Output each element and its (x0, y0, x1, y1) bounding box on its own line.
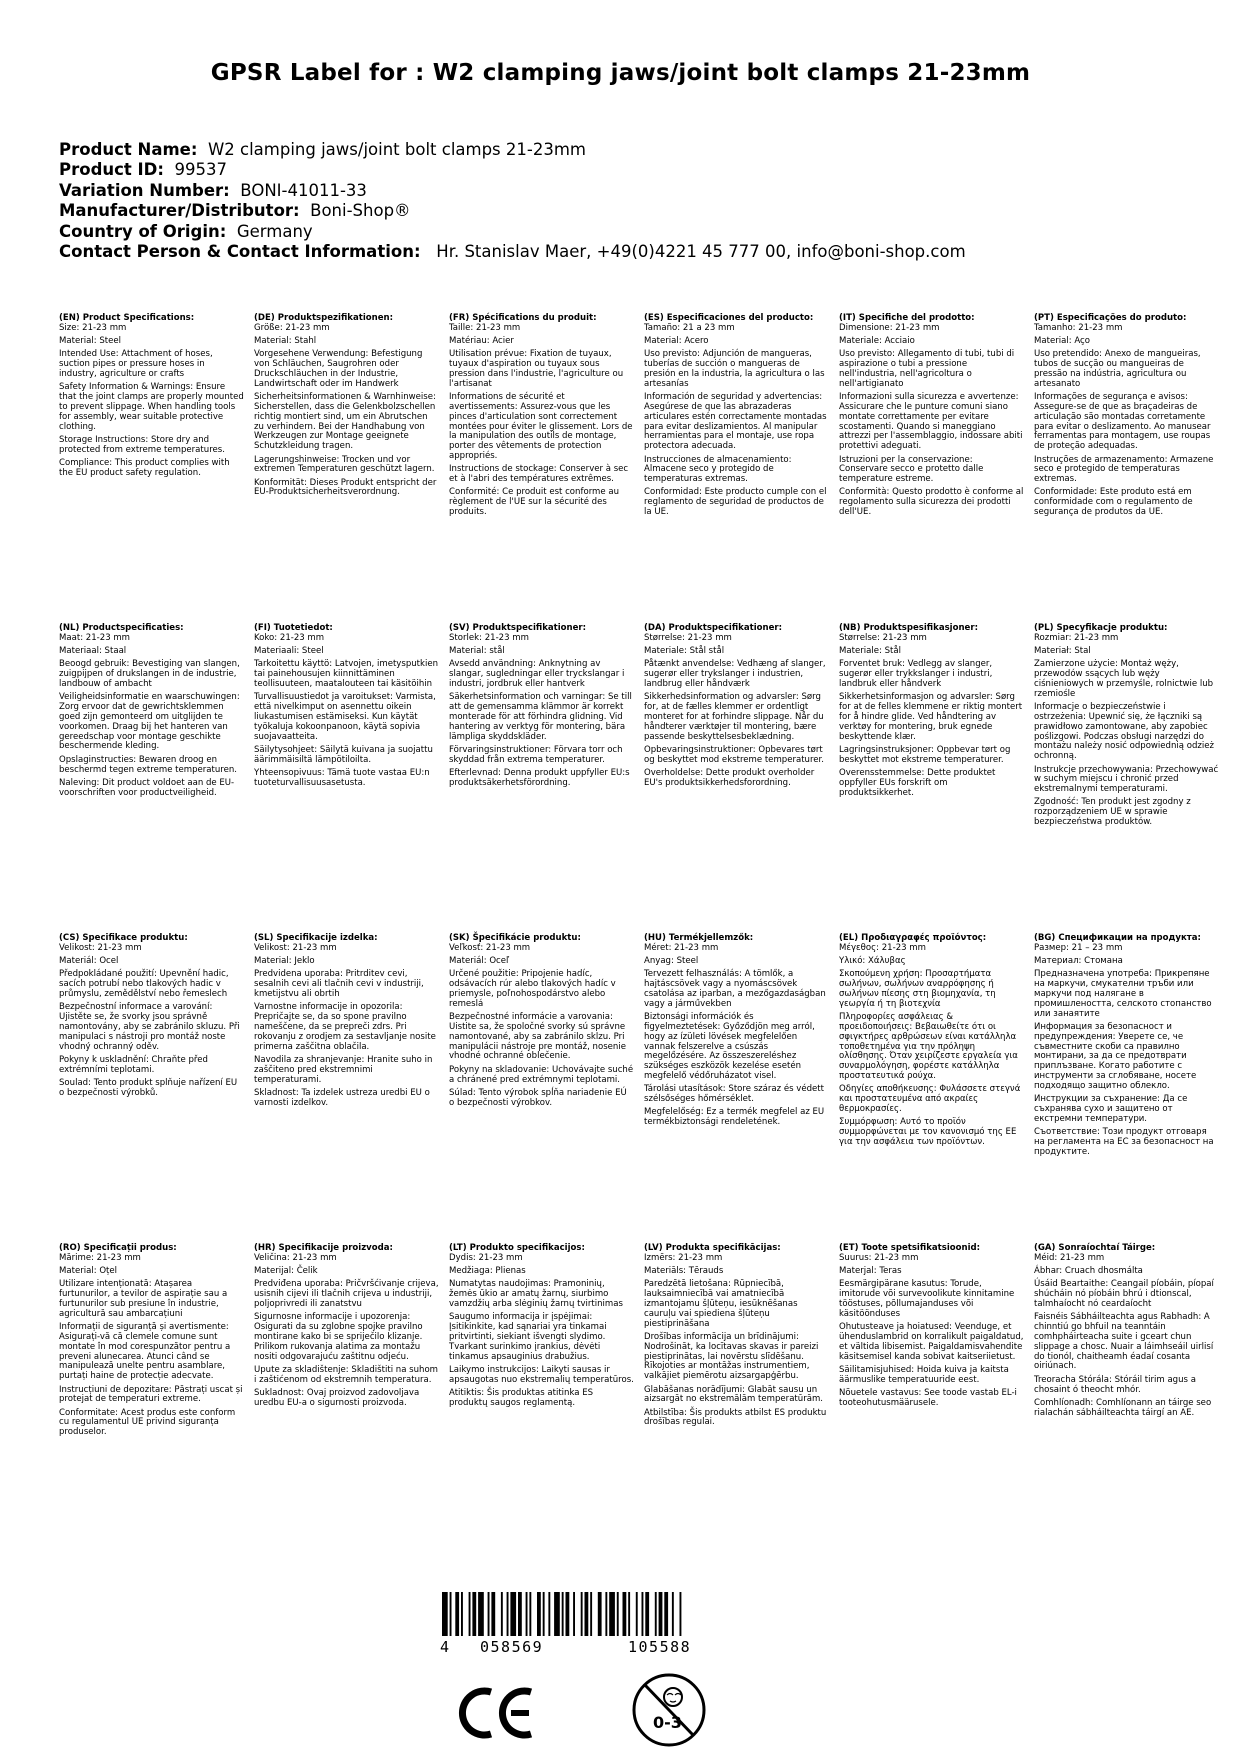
spec-line: Vorgesehene Verwendung: Befestigung von Schläuchen, Saugrohren oder Druckschläuchen in der Industrie, Landwirtschaft oder im Handwerk (254, 349, 423, 389)
spec-line: Förvaringsinstruktioner: Förvara torr och skyddad från extrema temperaturer. (449, 744, 623, 765)
spec-line: Comhlíonadh: Comhlíonann an táirge seo rialachán sábháilteachta táirgí an AE. (1034, 1397, 1212, 1418)
spec-block (254, 314, 439, 502)
spec-line: Informazioni sulla sicurezza e avvertenze: Assicurare che le punture comuni siano montate correttamente per evitare scostamenti. Quando si maneggiano attrezzi per l'assemblaggio, indossare abiti protettivi adeguati. (839, 392, 1023, 452)
barcode-bar (529, 1592, 531, 1636)
contact-row (59, 242, 966, 262)
spec-line: Treoracha Stórála: Stóráil tirim agus a chosaint ó theocht mhór. (1034, 1374, 1196, 1395)
spec-line: Οδηγίες αποθήκευσης: Φυλάσσετε στεγνά και προστατευμένα από ακραίες θερμοκρασίες. (839, 1084, 1021, 1115)
barcode-bar (573, 1592, 575, 1636)
spec-block (839, 1244, 1024, 1412)
spec-line: Predvidena uporaba: Pritrditev cevi, sesalnih cevi ali tlačnih cevi v industriji, kmetijstvu ali obrtih (254, 969, 424, 999)
product-id-row (59, 160, 966, 180)
spec-line: Varnostne informacije in opozorila: Prepričajte se, da so spone pravilno nameščene, da se prepreči zdrs. Pri rokovanju z orodjem za sestavljanje nosite primerna zaščitna oblačila. (254, 1002, 436, 1052)
spec-block (59, 624, 244, 802)
spec-block (59, 934, 244, 1102)
spec-line: Paredzētā lietošana: Rūpniecībā, lauksaimniecībā vai amatniecībā izmantojamu šļūteņu, iesūknēšanas cauruļu vai spiediena šļūteņu piestiprināšana (644, 1279, 798, 1329)
spec-heading: (DA) Produktspecifikationer: (644, 623, 783, 633)
barcode-left-digits: 058569 (480, 1638, 544, 1656)
spec-line: Uso previsto: Allegamento di tubi, tubi di aspirazione o tubi a pressione nell'industria, nell'agricoltura o nell'artigianato (839, 349, 1015, 389)
spec-line: Suurus: 21-23 mm (839, 1252, 919, 1263)
spec-block (644, 624, 829, 792)
spec-line: Overensstemmelse: Dette produktet oppfyller EUs forskrift om produktsikkerhet. (839, 767, 996, 798)
spec-line: Yhteensopivuus: Tämä tuote vastaa EU:n tuoteturvallisuusasetusta. (254, 767, 430, 788)
ce-mark-icon (455, 1686, 537, 1740)
spec-line: Størrelse: 21-23 mm (644, 632, 732, 643)
spec-line: Určené použitie: Pripojenie hadíc, odsávacích rúr alebo tlakových hadíc v priemysle, poľnohospodárstvo alebo remeslá (449, 969, 616, 1009)
spec-heading: (CS) Specifikace produktu: (59, 933, 188, 943)
age-range-label: 0-3 (653, 1713, 682, 1732)
spec-heading: (RO) Specificații produs: (59, 1243, 177, 1253)
spec-line: Materiāls: Tērauds (644, 1266, 724, 1277)
spec-line: Tamaño: 21 a 23 mm (644, 322, 735, 333)
barcode-bar (491, 1592, 495, 1636)
spec-block (59, 314, 244, 482)
spec-line: Material: Stahl (254, 336, 317, 347)
spec-line: Sikkerhedsinformation og advarsler: Sørg for, at de fælles klemmer er ordentligt monteret for at forhindre slippage. Når du håndterer værktøjer til montering, bære passende beskyttelsesbeklædning. (644, 692, 824, 742)
spec-line: Veiligheidsinformatie en waarschuwingen: Zorg ervoor dat de gewrichtsklemmen goed zijn gemonteerd om uitglijden te voorkomen. Draag bij het hanteren van gereedschap voor montage geschikte beschermende kleding. (59, 692, 240, 752)
spec-line: Istruzioni per la conservazione: Conservare secco e protetto dalle temperature estreme. (839, 454, 984, 485)
spec-line: Instrucciones de almacenamiento: Almacene seco y protegido de temperaturas extremas. (644, 454, 792, 485)
info-label: Country of Origin: (59, 221, 227, 241)
spec-line: Compliance: This product complies with the EU product safety regulation. (59, 457, 230, 478)
product-info (59, 140, 966, 262)
spec-block (449, 314, 634, 521)
spec-line: Dydis: 21-23 mm (449, 1252, 523, 1263)
spec-line: Materiale: Acciaio (839, 336, 915, 347)
spec-line: Tarkoitettu käyttö: Latvojen, imetysputkien tai painehousujen kiinnittäminen teollisuuteen, maatalouteen tai käsitöihin (254, 659, 439, 689)
info-value: Boni-Shop® (310, 201, 411, 221)
spec-line: Rozmiar: 21-23 mm (1034, 632, 1119, 643)
spec-line: Matériau: Acier (449, 336, 514, 347)
spec-line: Съответствие: Този продукт отговаря на регламента на ЕС за безопасност на продуктите. (1034, 1127, 1214, 1157)
barcode-bar (442, 1592, 448, 1636)
spec-line: Soulad: Tento produkt splňuje nařízení EU o bezpečnosti výrobků. (59, 1077, 238, 1098)
spec-block (644, 1244, 829, 1432)
spec-heading: (SL) Specifikacije izdelka: (254, 933, 378, 943)
spec-line: Atbilstība: Šis produkts atbilst ES produktu drošības regulai. (644, 1407, 827, 1428)
spec-line: Informacje o bezpieczeństwie i ostrzeżenia: Upewnić się, że łączniki są prawidłowo zamontowane, aby zapobiec poślizgowi. Podczas obsługi narzędzi do montażu należy nosić odpowiednią odzież ochronną. (1034, 702, 1214, 762)
spec-line: Předpokládané použití: Upevnění hadic, sacích potrubí nebo tlakových hadic v průmyslu, zemědělství nebo řemeslech (59, 969, 229, 999)
spec-line: Taille: 21-23 mm (449, 322, 521, 333)
barcode-bar (501, 1592, 503, 1636)
spec-block (839, 934, 1024, 1151)
barcode-bar (609, 1592, 615, 1636)
barcode-bar (450, 1592, 452, 1636)
barcode-bar (598, 1592, 602, 1636)
spec-line: Izmērs: 21-23 mm (644, 1252, 723, 1263)
spec-block (254, 934, 439, 1112)
spec-line: Material: Steel (59, 336, 121, 347)
spec-line: Glabāšanas norādījumi: Glabāt sausu un aizsargāt no ekstremālām temperatūrām. (644, 1384, 823, 1405)
spec-line: Opslaginstructies: Bewaren droog en beschermd tegen extreme temperaturen. (59, 754, 238, 775)
spec-line: Méid: 21-23 mm (1034, 1252, 1105, 1263)
spec-heading: (LV) Produkta specifikācijas: (644, 1243, 781, 1253)
spec-heading: (SV) Produktspecifikationer: (449, 623, 587, 633)
spec-line: Sikkerhetsinformasjon og advarsler: Sørg for at de felles klemmene er riktig montert for å hindre glide. Ved håndtering av verktøy for montering, bruk egnede beskyttende klær. (839, 692, 1023, 742)
spec-line: Conformidade: Este produto está em conformidade com o regulamento de segurança de produtos da UE. (1034, 487, 1193, 518)
spec-line: Beoogd gebruik: Bevestiging van slangen, zuigpijpen of drukslangen in de industrie, landbouw of ambacht (59, 659, 240, 689)
info-label: Manufacturer/Distributor: (59, 201, 300, 221)
spec-heading: (HU) Termékjellemzők: (644, 933, 754, 943)
spec-line: Materiaal: Staal (59, 646, 127, 657)
spec-heading: (ES) Especificaciones del producto: (644, 313, 814, 323)
spec-block (1034, 934, 1219, 1161)
spec-heading: (IT) Specifiche del prodotto: (839, 313, 975, 323)
age-warning-icon (631, 1672, 707, 1748)
info-value: Germany (236, 221, 313, 241)
spec-line: Velikost: 21-23 mm (254, 942, 337, 953)
spec-line: Materiale: Stål (839, 646, 901, 657)
barcode-bar (672, 1592, 674, 1636)
spec-line: Material: Jeklo (254, 956, 315, 967)
spec-line: Súlad: Tento výrobok spĺňa nariadenie EÚ o bezpečnosti výrobkov. (449, 1087, 627, 1108)
spec-line: Material: stål (449, 646, 505, 657)
spec-line: Tamanho: 21-23 mm (1034, 322, 1123, 333)
spec-line: Dimensione: 21-23 mm (839, 322, 940, 333)
barcode-bar (562, 1592, 564, 1636)
spec-line: Méret: 21-23 mm (644, 942, 719, 953)
spec-line: Sigurnosne informacije i upozorenja: Osigurati da su zglobne spojke pravilno montirane kako bi se spriječilo klizanje. Prilikom rukovanja alatima za montažu nositi odgovarajuću zaštitnu odjeću. (254, 1312, 423, 1362)
spec-block (449, 624, 634, 792)
spec-line: Veľkosť: 21-23 mm (449, 942, 531, 953)
spec-line: Συμμόρφωση: Αυτό το προϊόν συμμορφώνεται με τον κανονισμό της ΕΕ για την ασφάλεια των προϊόντων. (839, 1117, 1017, 1147)
spec-line: Tárolási utasítások: Store száraz és védett szélsőséges hőmérséklet. (644, 1084, 824, 1105)
spec-line: Zgodność: Ten produkt jest zgodny z rozporządzeniem UE w sprawie bezpieczeństwa produktów. (1034, 797, 1191, 828)
spec-line: Conformità: Questo prodotto è conforme al regolamento sulla sicurezza dei prodotti dell'UE. (839, 487, 1024, 518)
spec-line: Safety Information & Warnings: Ensure that the joint clamps are properly mounted to prevent slippage. When handling tools for assembly, wear suitable protective clothing. (59, 382, 244, 432)
spec-line: Materiaali: Steel (254, 646, 324, 657)
spec-line: Materjal: Teras (839, 1266, 902, 1277)
barcode-bar (623, 1592, 627, 1636)
spec-line: Πληροφορίες ασφάλειας & προειδοποιήσεις: Βεβαιωθείτε ότι οι σφιγκτήρες αρθρώσεων είναι κατάλληλα τοποθετημένα για την πρόληψη ολίσθησης. Όταν χειρίζεστε εργαλεία για συναρμολόγηση, φορέστε κατάλληλα προστατευτικά ρούχα. (839, 1012, 1018, 1082)
spec-block (254, 624, 439, 792)
spec-line: Biztonsági információk és figyelmeztetések: Győződjön meg arról, hogy az ízületi lövések megfelelően vannak felszerelve a csúszás megelőzésére. Az összeszereléshez szükséges eszközök kezelése esetén megfelelő védőruházatot visel. (644, 1012, 815, 1082)
barcode-bar (455, 1592, 459, 1636)
barcode-bar (543, 1592, 545, 1636)
spec-heading: (EN) Product Specifications: (59, 313, 195, 323)
barcode-right-digits: 105588 (628, 1638, 692, 1656)
barcode-bar (554, 1592, 560, 1636)
spec-line: Naleving: Dit product voldoet aan de EU-voorschriften voor productveiligheid. (59, 777, 235, 798)
spec-line: Инструкции за съхранение: Да се съхранява сухо и защитено от екстремни температури. (1034, 1094, 1188, 1124)
spec-line: Instrukcje przechowywania: Przechowywać w suchym miejscu i chronić przed ekstremalnymi temperaturami. (1034, 764, 1219, 795)
spec-heading: (GA) Sonraíochtaí Táirge: (1034, 1243, 1156, 1253)
barcode-bar (585, 1592, 589, 1636)
spec-line: Größe: 21-23 mm (254, 322, 330, 333)
spec-line: Utilisation prévue: Fixation de tuyaux, tuyaux d'aspiration ou tuyaux sous pression dans l'industrie, l'agriculture ou l'artisanat (449, 349, 624, 389)
barcode-bar (655, 1592, 657, 1636)
spec-block (1034, 314, 1219, 521)
barcode-bar (507, 1592, 509, 1636)
barcode-lead-digit: 4 (440, 1638, 450, 1656)
spec-line: Konformität: Dieses Produkt entspricht der EU-Produktsicherheitsverordnung. (254, 477, 437, 498)
info-label: Contact Person & Contact Information: (59, 242, 421, 262)
info-value: W2 clamping jaws/joint bolt clamps 21-23mm (207, 140, 586, 159)
spec-line: Conformité: Ce produit est conforme au règlement de l'UE sur la sécurité des produits. (449, 487, 620, 518)
spec-line: Material: Aço (1034, 336, 1090, 347)
spec-heading: (ET) Toote spetsifikatsioonid: (839, 1243, 981, 1253)
spec-line: Maat: 21-23 mm (59, 632, 131, 643)
info-label: Product Name: (59, 140, 198, 159)
variation-number-row (59, 181, 966, 201)
spec-line: Lagringsinstruksjoner: Oppbevar tørt og beskyttet mot ekstreme temperaturer. (839, 744, 1011, 765)
spec-line: Úsáid Beartaithe: Ceangail píobáin, píopaí shúcháin nó píobáin bhrú i dtionscal, talmhaíocht nó ceardaíocht (1034, 1279, 1214, 1309)
spec-block (254, 1244, 439, 1412)
spec-line: Tervezett felhasználás: A tömlők, a hajtáscsövek vagy a nyomáscsövek csatolása az iparban, a mezőgazdaságban vagy a járművekben (644, 969, 826, 1009)
spec-line: Säilitamisjuhised: Hoida kuiva ja kaitsta äärmuslike temperatuuride eest. (839, 1364, 1009, 1385)
spec-line: Instructions de stockage: Conserver à sec et à l'abri des températures extrêmes. (449, 464, 629, 485)
spec-line: Size: 21-23 mm (59, 322, 127, 333)
spec-line: Zamierzone użycie: Montaż węży, przewodów ssących lub węży ciśnieniowych w przemyśle, rolnictwie lub rzemiośle (1034, 659, 1214, 699)
spec-line: Conformidad: Este producto cumple con el reglamento de seguridad de productos de la UE. (644, 487, 827, 518)
spec-line: Μέγεθος: 21-23 mm (839, 942, 926, 953)
spec-line: Forventet bruk: Vedlegg av slanger, sugerør eller trykkslanger i industri, landbruk eller håndverk (839, 659, 993, 689)
barcode-bar (680, 1592, 682, 1636)
spec-line: Intended Use: Attachment of hoses, suction pipes or pressure hoses in industry, agriculture or crafts (59, 349, 213, 379)
spec-line: Overholdelse: Dette produkt overholder EU's produktsikkerhedsforordning. (644, 767, 815, 788)
spec-line: Påtænkt anvendelse: Vedhæng af slanger, sugerør eller trykslanger i industrien, landbrug eller håndværk (644, 659, 826, 689)
spec-heading: (EL) Προδιαγραφές προϊόντος: (839, 933, 987, 943)
spec-line: Storlek: 21-23 mm (449, 632, 529, 643)
barcode-bar (461, 1592, 463, 1636)
spec-line: Uso pretendido: Anexo de mangueiras, tubos de sucção ou mangueiras de pressão na indústria, agricultura ou artesanato (1034, 349, 1201, 389)
spec-line: Megfelelőség: Ez a termék megfelel az EU termékbiztonsági rendeletének. (644, 1107, 825, 1128)
spec-line: Bezpečnostné informácie a varovania: Uistite sa, že spoločné svorky sú správne namontované, aby sa zabránilo sklzu. Pri manipulácii nástroje pre montáž, nosenie vhodné ochranné oblečenie. (449, 1012, 626, 1062)
spec-line: Laikymo instrukcijos: Laikyti sausas ir apsaugotas nuo ekstremalių temperatūros. (449, 1364, 634, 1385)
info-value: Hr. Stanislav Maer, +49(0)4221 45 777 00, info@boni-shop.com (436, 242, 966, 262)
spec-line: Instruções de armazenamento: Armazene seco e protegido de temperaturas extremas. (1034, 454, 1214, 485)
barcode-bar (518, 1592, 522, 1636)
spec-line: Informații de siguranță și avertismente: Asigurați-vă că clemele comune sunt montate în mod corespunzător pentru a preveni alunecarea. Atunci când se manipulează unelte pentru asamblare, purtați haine de protecție adecvate. (59, 1322, 231, 1382)
spec-line: Skladnost: Ta izdelek ustreza uredbi EU o varnosti izdelkov. (254, 1087, 430, 1108)
barcode-bar (526, 1592, 528, 1636)
spec-block (839, 314, 1024, 521)
barcode-bar (617, 1592, 619, 1636)
spec-line: Turvallisuustiedot ja varoitukset: Varmista, että nivelkimput on asennettu oikein liukastumisen estämiseksi. Kun käytät työkaluja kokoonpanoon, käytä sopivia suojavaatteita. (254, 692, 436, 742)
barcode-bar (472, 1592, 476, 1636)
spec-line: Материал: Стомана (1034, 956, 1123, 967)
spec-line: Sukladnost: Ovaj proizvod zadovoljava uredbu EU-a o sigurnosti proizvoda. (254, 1387, 420, 1408)
info-label: Product ID: (59, 160, 164, 180)
info-label: Variation Number: (59, 180, 230, 200)
spec-line: Информация за безопасност и предупреждения: Уверете се, че съвместните скоби са правилно монтирани, за да се предотврати приплъзване. Когато работите с инструменти за сглобяване, носете подходящо защитно облекло. (1034, 1021, 1197, 1091)
spec-line: Säkerhetsinformation och varningar: Se till att de gemensamma klämmor är korrekt monterade för att förhindra glidning. Vid hantering av verktyg för montering, bära lämpliga skyddskläder. (449, 692, 632, 742)
spec-line: Lagerungshinweise: Trocken und vor extremen Temperaturen geschützt lagern. (254, 454, 435, 475)
spec-line: Materiał: Stal (1034, 646, 1091, 657)
barcode-bar (590, 1592, 592, 1636)
barcode-bar (488, 1592, 490, 1636)
spec-line: Sicherheitsinformationen & Warnhinweise: Sicherstellen, dass die Gelenkbolzschellen richtig montiert sind, um ein Abrutschen zu verhindern. Bei der Handhabung von Werkzeugen zur Montage geeignete Schutzkleidung tragen. (254, 392, 436, 452)
spec-line: Mărime: 21-23 mm (59, 1252, 141, 1263)
spec-heading: (NL) Productspecificaties: (59, 623, 184, 633)
spec-line: Material: Oțel (59, 1266, 118, 1277)
spec-block (1034, 1244, 1219, 1422)
spec-line: Размер: 21 – 23 mm (1034, 942, 1123, 953)
spec-line: Instrucțiuni de depozitare: Păstrați uscat și protejat de temperaturi extreme. (59, 1384, 243, 1405)
spec-block (839, 624, 1024, 802)
spec-line: Σκοπούμενη χρήση: Προσαρτήματα σωλήνων, σωλήνων αναρρόφησης ή σωλήνων πίεσης στη βιομηχανία, τη γεωργία ή τη βιοτεχνία (839, 969, 996, 1009)
spec-line: Conformitate: Acest produs este conform cu regulamentul UE privind siguranța produselor. (59, 1407, 236, 1438)
spec-line: Υλικό: Χάλυβας (839, 956, 906, 967)
barcode-bar (510, 1592, 516, 1636)
spec-line: Efterlevnad: Denna produkt uppfyller EU:s produktsäkerhetsförordning. (449, 767, 630, 788)
barcode-bar (636, 1592, 638, 1636)
spec-heading: (FI) Tuotetiedot: (254, 623, 333, 633)
barcode-bar (566, 1592, 570, 1636)
spec-line: Pokyny k uskladnění: Chraňte před extrémními teplotami. (59, 1054, 208, 1075)
spec-heading: (HR) Specifikacije proizvoda: (254, 1243, 393, 1253)
barcode-bar (537, 1592, 541, 1636)
spec-line: Avsedd användning: Anknytning av slangar, sugledningar eller tryckslangar i industri, jordbruk eller hantverk (449, 659, 625, 689)
page-title: GPSR Label for : W2 clamping jaws/joint bolt clamps 21-23mm (210, 60, 1031, 86)
spec-line: Eesmärgipärane kasutus: Torude, imitorude või survevoolikute kinnitamine tööstuses, põllumajanduses või käsitöönduses (839, 1279, 1015, 1319)
spec-line: Utilizare intenționată: Atașarea furtunurilor, a tevilor de aspirație sau a furtunurilor sub presiune în industrie, agricultură sau ambarcațiuni (59, 1279, 228, 1319)
barcode-bar (628, 1592, 630, 1636)
spec-line: Veličina: 21-23 mm (254, 1252, 337, 1263)
spec-heading: (BG) Спецификации на продукта: (1034, 933, 1201, 943)
spec-line: Uso previsto: Adjunción de mangueras, tuberías de succión o mangueras de presión en la industria, la agricultura o las artesanías (644, 349, 825, 389)
spec-line: Faisnéis Sábháilteachta agus Rabhadh: A chinntiú go bhfuil na teanntáin comhpháirteacha suite i gceart chun slippage a chosc. Nuair a láimhseáil uirlisí do tionól, chaitheamh éadaí cosanta oiriúnach. (1034, 1312, 1214, 1372)
spec-line: Informações de segurança e avisos: Assegure-se de que as braçadeiras de articulação são montadas corretamente para evitar o deslizamento. Ao manusear ferramentas para montagem, use roupas de proteção adequadas. (1034, 392, 1211, 452)
spec-line: Atitiktis: Šis produktas atitinka ES produktų saugos reglamentą. (449, 1387, 594, 1408)
info-value: BONI-41011-33 (240, 180, 367, 200)
spec-line: Opbevaringsinstruktioner: Opbevares tørt og beskyttet mod ekstreme temperaturer. (644, 744, 825, 765)
spec-line: Material: Acero (644, 336, 709, 347)
barcode-bar (581, 1592, 583, 1636)
spec-block (449, 1244, 634, 1412)
spec-line: Upute za skladištenje: Skladištiti na suhom i zaštićenom od ekstremnih temperatura. (254, 1364, 439, 1385)
barcode (440, 1592, 740, 1636)
product-name-row (59, 140, 966, 160)
spec-line: Numatytas naudojimas: Pramoninių, žemės ūkio ar amatų žarnų, siurbimo vamzdžių arba slėginių žarnų tvirtinimas (449, 1279, 623, 1309)
spec-line: Navodila za shranjevanje: Hranite suho in zaščiteno pred ekstremnimi temperaturami. (254, 1054, 433, 1085)
spec-line: Medžiaga: Plienas (449, 1266, 526, 1277)
spec-line: Ábhar: Cruach dhosmálta (1034, 1266, 1143, 1277)
spec-line: Предназначена употреба: Прикрепяне на маркучи, смукателни тръби или маркучи под налягане в промишлеността, селското стопанство или занаятите (1034, 969, 1212, 1019)
spec-line: Koko: 21-23 mm (254, 632, 325, 643)
spec-heading: (SK) Špecifikácie produktu: (449, 933, 581, 943)
spec-line: Størrelse: 21-23 mm (839, 632, 927, 643)
spec-line: Storage Instructions: Store dry and protected from extreme temperatures. (59, 434, 225, 455)
spec-line: Säilytysohjeet: Säilytä kuivana ja suojattu äärimmäisiltä lämpötiloilta. (254, 744, 433, 765)
spec-heading: (NB) Produktspesifikasjoner: (839, 623, 978, 633)
spec-line: Ohutusteave ja hoiatused: Veenduge, et ühenduslambrid on korralikult paigaldatud, et vältida libisemist. Paigaldamisvahendite käsitsemisel kanda sobivat kaitseriietust. (839, 1322, 1024, 1362)
barcode-bar (548, 1592, 550, 1636)
spec-block (59, 1244, 244, 1442)
barcode-bar (469, 1592, 471, 1636)
spec-heading: (PL) Specyfikacje produktu: (1034, 623, 1168, 633)
spec-block (1034, 624, 1219, 831)
spec-line: Velikost: 21-23 mm (59, 942, 142, 953)
spec-line: Pokyny na skladovanie: Uchovávajte suché a chránené pred extrémnymi teplotami. (449, 1064, 634, 1085)
spec-line: Informations de sécurité et avertissements: Assurez-vous que les pinces d'articulation sont correctement montées pour éviter le glissement. Lors de la manipulation des outils de montage, porter des vêtements de protection appropriés. (449, 392, 633, 462)
spec-line: Materijal: Čelik (254, 1266, 318, 1277)
spec-block (644, 934, 829, 1132)
barcode-bar (605, 1592, 607, 1636)
barcode-bar (664, 1592, 668, 1636)
spec-block (449, 934, 634, 1112)
spec-block (644, 314, 829, 521)
barcode-bar (659, 1592, 663, 1636)
spec-line: Anyag: Steel (644, 956, 699, 967)
barcode-bar (642, 1592, 644, 1636)
spec-heading: (DE) Produktspezifikationen: (254, 313, 394, 323)
spec-line: Predviđena uporaba: Pričvršćivanje crijeva, usisnih cijevi ili tlačnih crijeva u industriji, poljoprivredi ili zanatstvu (254, 1279, 439, 1309)
spec-line: Materiale: Stål stål (644, 646, 725, 657)
spec-line: Saugumo informacija ir įspėjimai: Įsitikinkite, kad sąnariai yra tinkamai pritvirtinti, siekiant išvengti slydimo. Tvarkant surinkimo įrankius, dėvėti tinkamus apsauginius drabužius. (449, 1312, 607, 1362)
info-value: 99537 (174, 160, 227, 180)
spec-line: Materiál: Oceľ (449, 956, 510, 967)
spec-heading: (PT) Especificações do produto: (1034, 313, 1187, 323)
spec-line: Materiál: Ocel (59, 956, 119, 967)
country-row (59, 222, 966, 242)
spec-line: Información de seguridad y advertencias: Asegúrese de que las abrazaderas articulares estén correctamente montadas para evitar deslizamientos. Al manipular herramientas para el montaje, use ropa protectora adecuada. (644, 392, 827, 452)
spec-line: Bezpečnostní informace a varování: Ujistěte se, že svorky jsou správně namontovány, aby se zabránilo skluzu. Při manipulaci s nástroji pro montáž noste vhodný ochranný oděv. (59, 1002, 240, 1052)
spec-heading: (LT) Produkto specifikacijos: (449, 1243, 585, 1253)
spec-heading: (FR) Spécifications du produit: (449, 313, 597, 323)
manufacturer-row (59, 201, 966, 221)
barcode-bar (478, 1592, 484, 1636)
spec-line: Nõuetele vastavus: See toode vastab EL-i tooteohutusmäärusele. (839, 1387, 1017, 1408)
barcode-bar (645, 1592, 649, 1636)
spec-line: Drošības informācija un brīdinājumi: Nodrošināt, ka locītavas skavas ir pareizi piestiprinātas, lai novērstu slīdēšanu. Rīkojoties ar montāžas instrumentiem, valkājiet piemērotu aizsargapģērbu. (644, 1331, 819, 1382)
